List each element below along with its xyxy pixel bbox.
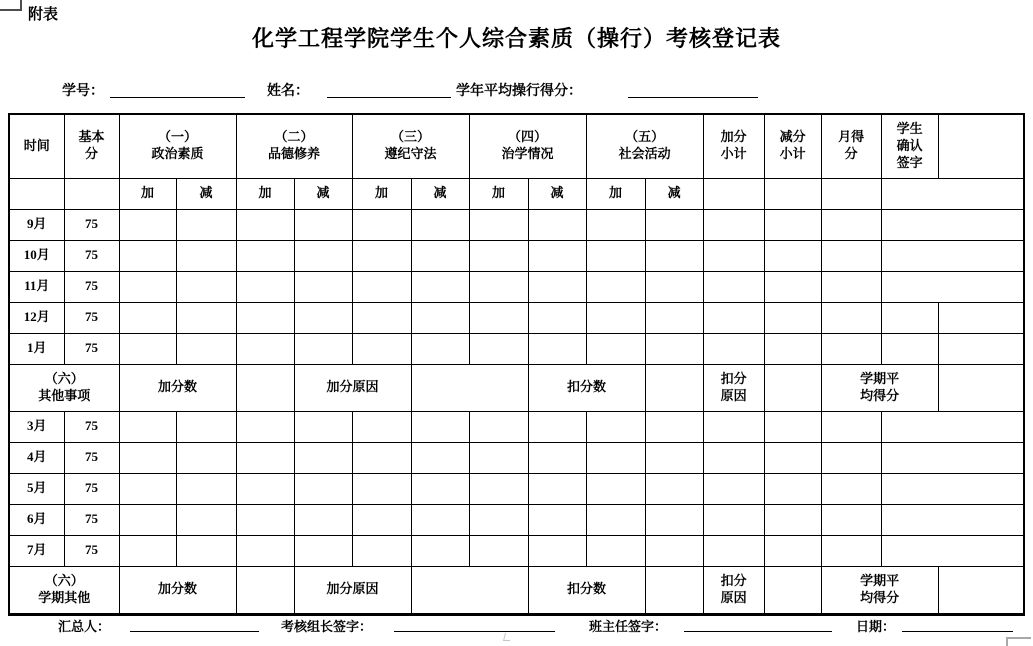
name-label: 姓名：: [267, 84, 309, 99]
add-score-cell[interactable]: [352, 240, 411, 271]
month-score-cell[interactable]: [821, 209, 881, 240]
minus-score-cell[interactable]: [294, 240, 352, 271]
semester-avg-label-cell: 学期平 均得分: [821, 364, 938, 411]
semester1-month-rows: [9, 209, 1024, 364]
pagebreak-mark-icon: [503, 633, 512, 641]
minus-score-cell[interactable]: [294, 535, 352, 566]
table-resize-corner-icon[interactable]: [1006, 637, 1031, 646]
add-score-cell[interactable]: [469, 411, 528, 442]
semester-avg-input-cell[interactable]: [938, 364, 1024, 411]
bonus-subtotal-cell[interactable]: [703, 240, 764, 271]
add-score-cell[interactable]: [586, 504, 645, 535]
month-score-cell[interactable]: [821, 240, 881, 271]
add-score-cell[interactable]: [352, 473, 411, 504]
add-score-cell[interactable]: [236, 473, 294, 504]
bonus-subtotal-cell[interactable]: [703, 504, 764, 535]
minus-score-cell[interactable]: [411, 271, 469, 302]
header-extra-cell[interactable]: [938, 114, 1024, 178]
bonus-subtotal-cell[interactable]: [703, 473, 764, 504]
add-score-cell[interactable]: [586, 535, 645, 566]
add-score-cell[interactable]: [469, 535, 528, 566]
add-score-cell[interactable]: [352, 271, 411, 302]
base-score-cell: 75: [64, 473, 119, 504]
month-row: [9, 209, 1024, 240]
appendix-label: 附表: [28, 6, 59, 23]
deduct-count-input-cell[interactable]: [645, 566, 703, 614]
month-row: [9, 535, 1024, 566]
minus-score-cell[interactable]: [645, 240, 703, 271]
deduct-count-label-cell: 扣分数: [528, 566, 645, 614]
add-score-cell[interactable]: [586, 473, 645, 504]
bonus-subtotal-cell[interactable]: [703, 333, 764, 364]
student-confirm-cell[interactable]: [881, 411, 1024, 442]
student-confirm-cell[interactable]: [881, 302, 938, 333]
minus-score-cell[interactable]: [294, 473, 352, 504]
name-field[interactable]: [327, 80, 451, 98]
month-label-cell: 5月: [9, 473, 64, 504]
add-score-cell[interactable]: [352, 302, 411, 333]
month-row: [9, 473, 1024, 504]
add-score-cell[interactable]: [469, 504, 528, 535]
other-items-row: [9, 566, 1024, 614]
minus-score-cell[interactable]: [176, 535, 236, 566]
minus-score-cell[interactable]: [294, 209, 352, 240]
subheader-minus-cell: 减: [411, 178, 469, 209]
minus-score-cell[interactable]: [645, 271, 703, 302]
add-score-cell[interactable]: [236, 209, 294, 240]
add-score-cell[interactable]: [352, 535, 411, 566]
minus-score-cell[interactable]: [176, 473, 236, 504]
month-label-cell: 6月: [9, 504, 64, 535]
header-category-study-cell: （四） 治学情况: [469, 114, 586, 178]
month-label-cell: 4月: [9, 442, 64, 473]
minus-score-cell[interactable]: [645, 473, 703, 504]
add-score-cell[interactable]: [469, 240, 528, 271]
month-score-cell[interactable]: [821, 473, 881, 504]
minus-score-cell[interactable]: [645, 442, 703, 473]
bonus-subtotal-cell[interactable]: [703, 442, 764, 473]
student-confirm-cell[interactable]: [881, 473, 1024, 504]
header-category-discipline-cell: （三） 遵纪守法: [352, 114, 469, 178]
add-score-cell[interactable]: [236, 411, 294, 442]
header-deduction-subtotal-cell: 减分 小计: [764, 114, 821, 178]
summarizer-label: 汇总人：: [58, 619, 111, 634]
base-score-cell: 75: [64, 240, 119, 271]
deduction-subtotal-cell[interactable]: [764, 240, 821, 271]
assessment-table: [8, 113, 1025, 616]
deduction-subtotal-cell[interactable]: [764, 271, 821, 302]
month-score-cell[interactable]: [821, 271, 881, 302]
month-label-cell: 1月: [9, 333, 64, 364]
header-base-cell: 基本 分: [64, 114, 119, 178]
base-score-cell: 75: [64, 535, 119, 566]
add-score-cell[interactable]: [119, 442, 176, 473]
add-score-cell[interactable]: [352, 411, 411, 442]
subheader-add-cell: 加: [586, 178, 645, 209]
add-score-cell[interactable]: [469, 302, 528, 333]
minus-score-cell[interactable]: [411, 504, 469, 535]
add-score-cell[interactable]: [236, 240, 294, 271]
month-row: [9, 271, 1024, 302]
subheader-empty-cell[interactable]: [821, 178, 881, 209]
group-leader-field[interactable]: [394, 614, 555, 632]
add-score-cell[interactable]: [469, 209, 528, 240]
date-field[interactable]: [902, 614, 1013, 632]
deduct-count-label-cell: 扣分数: [528, 364, 645, 411]
month-label-cell: 3月: [9, 411, 64, 442]
deduct-count-input-cell[interactable]: [645, 364, 703, 411]
add-score-cell[interactable]: [236, 442, 294, 473]
header-category-moral-cell: （二） 品德修养: [236, 114, 352, 178]
month-score-cell[interactable]: [821, 504, 881, 535]
deduction-subtotal-cell[interactable]: [764, 333, 821, 364]
minus-score-cell[interactable]: [411, 333, 469, 364]
summarizer-field[interactable]: [130, 614, 259, 632]
subheader-empty-cell[interactable]: [703, 178, 764, 209]
minus-score-cell[interactable]: [411, 473, 469, 504]
minus-score-cell[interactable]: [528, 442, 586, 473]
base-score-cell: 75: [64, 411, 119, 442]
month-row: [9, 333, 1024, 364]
avg-score-label: 学年平均操行得分：: [456, 84, 582, 99]
minus-score-cell[interactable]: [645, 209, 703, 240]
bonus-count-label-cell: 加分数: [119, 364, 236, 411]
header-bonus-subtotal-cell: 加分 小计: [703, 114, 764, 178]
header-category-social-cell: （五） 社会活动: [586, 114, 703, 178]
minus-score-cell[interactable]: [294, 442, 352, 473]
add-score-cell[interactable]: [236, 535, 294, 566]
minus-score-cell[interactable]: [294, 411, 352, 442]
student-confirm-cell[interactable]: [881, 240, 1024, 271]
add-score-cell[interactable]: [586, 442, 645, 473]
minus-score-cell[interactable]: [411, 240, 469, 271]
deduction-subtotal-cell[interactable]: [764, 473, 821, 504]
month-row: [9, 504, 1024, 535]
month-label-cell: 10月: [9, 240, 64, 271]
add-score-cell[interactable]: [586, 333, 645, 364]
add-score-cell[interactable]: [236, 504, 294, 535]
minus-score-cell[interactable]: [176, 333, 236, 364]
add-score-cell[interactable]: [352, 504, 411, 535]
minus-score-cell[interactable]: [411, 535, 469, 566]
student-confirm-cell[interactable]: [881, 442, 1024, 473]
base-score-cell: 75: [64, 209, 119, 240]
other-items-row: [9, 364, 1024, 411]
table-subheader-row: [9, 178, 1024, 209]
add-score-cell[interactable]: [586, 209, 645, 240]
student-confirm-cell[interactable]: [881, 209, 1024, 240]
table-header-row: [9, 114, 1024, 178]
add-score-cell[interactable]: [586, 302, 645, 333]
add-score-cell[interactable]: [469, 442, 528, 473]
subheader-empty-cell[interactable]: [764, 178, 821, 209]
month-row: [9, 411, 1024, 442]
semester-avg-input-cell[interactable]: [938, 566, 1024, 614]
minus-score-cell[interactable]: [528, 504, 586, 535]
subheader-time-cell[interactable]: [9, 178, 64, 209]
deduction-subtotal-cell[interactable]: [764, 209, 821, 240]
minus-score-cell[interactable]: [645, 504, 703, 535]
add-score-cell[interactable]: [119, 473, 176, 504]
minus-score-cell[interactable]: [294, 271, 352, 302]
clipped-box-handle-icon: [0, 0, 22, 11]
bonus-subtotal-cell[interactable]: [703, 535, 764, 566]
minus-score-cell[interactable]: [411, 302, 469, 333]
other-row-title-cell: （六） 其他事项: [9, 364, 119, 411]
add-score-cell[interactable]: [352, 333, 411, 364]
month-label-cell: 12月: [9, 302, 64, 333]
minus-score-cell[interactable]: [528, 240, 586, 271]
month-row: [9, 302, 1024, 333]
add-score-cell[interactable]: [586, 411, 645, 442]
minus-score-cell[interactable]: [528, 302, 586, 333]
add-score-cell[interactable]: [469, 473, 528, 504]
add-score-cell[interactable]: [119, 209, 176, 240]
deduction-subtotal-cell[interactable]: [764, 442, 821, 473]
minus-score-cell[interactable]: [294, 504, 352, 535]
month-label-cell: 9月: [9, 209, 64, 240]
add-score-cell[interactable]: [119, 504, 176, 535]
minus-score-cell[interactable]: [294, 302, 352, 333]
base-score-cell: 75: [64, 504, 119, 535]
minus-score-cell[interactable]: [528, 473, 586, 504]
add-score-cell[interactable]: [236, 271, 294, 302]
add-score-cell[interactable]: [352, 442, 411, 473]
add-score-cell[interactable]: [352, 209, 411, 240]
header-time-cell: 时间: [9, 114, 64, 178]
minus-score-cell[interactable]: [176, 209, 236, 240]
bonus-subtotal-cell[interactable]: [703, 411, 764, 442]
minus-score-cell[interactable]: [176, 442, 236, 473]
bonus-subtotal-cell[interactable]: [703, 209, 764, 240]
minus-score-cell[interactable]: [645, 411, 703, 442]
minus-score-cell[interactable]: [176, 411, 236, 442]
minus-score-cell[interactable]: [411, 411, 469, 442]
deduct-reason-label-cell: 扣分 原因: [703, 364, 764, 411]
month-row: [9, 240, 1024, 271]
minus-score-cell[interactable]: [645, 333, 703, 364]
extra-cell[interactable]: [938, 333, 1024, 364]
minus-score-cell[interactable]: [528, 209, 586, 240]
base-score-cell: 75: [64, 333, 119, 364]
class-teacher-label: 班主任签字：: [589, 619, 668, 634]
header-category-political-cell: （一） 政治素质: [119, 114, 236, 178]
class-teacher-field[interactable]: [684, 614, 832, 632]
month-score-cell[interactable]: [821, 302, 881, 333]
add-score-cell[interactable]: [119, 535, 176, 566]
page-title: 化学工程学院学生个人综合素质（操行）考核登记表: [251, 26, 781, 51]
avg-score-field[interactable]: [628, 80, 758, 98]
minus-score-cell[interactable]: [411, 209, 469, 240]
add-score-cell[interactable]: [236, 302, 294, 333]
other-items-row-1-group: [9, 364, 1024, 411]
subheader-add-cell: 加: [236, 178, 294, 209]
add-score-cell[interactable]: [119, 302, 176, 333]
add-score-cell[interactable]: [119, 271, 176, 302]
minus-score-cell[interactable]: [528, 535, 586, 566]
header-rows: [9, 114, 1024, 209]
add-score-cell[interactable]: [119, 411, 176, 442]
month-score-cell[interactable]: [821, 442, 881, 473]
student-id-label: 学号：: [62, 84, 104, 99]
subheader-empty-cell[interactable]: [881, 178, 1024, 209]
deduction-subtotal-cell[interactable]: [764, 302, 821, 333]
base-score-cell: 75: [64, 302, 119, 333]
header-month-score-cell: 月得 分: [821, 114, 881, 178]
group-leader-label: 考核组长签字：: [281, 619, 373, 634]
add-score-cell[interactable]: [469, 333, 528, 364]
bonus-reason-label-cell: 加分原因: [294, 566, 411, 614]
add-score-cell[interactable]: [119, 240, 176, 271]
minus-score-cell[interactable]: [176, 302, 236, 333]
deduction-subtotal-cell[interactable]: [764, 411, 821, 442]
minus-score-cell[interactable]: [411, 442, 469, 473]
add-score-cell[interactable]: [586, 271, 645, 302]
semester2-month-rows: [9, 411, 1024, 566]
minus-score-cell[interactable]: [645, 535, 703, 566]
semester-avg-label-cell: 学期平 均得分: [821, 566, 938, 614]
minus-score-cell[interactable]: [176, 271, 236, 302]
minus-score-cell[interactable]: [528, 411, 586, 442]
bonus-count-label-cell: 加分数: [119, 566, 236, 614]
bonus-reason-input-cell[interactable]: [411, 364, 528, 411]
month-label-cell: 7月: [9, 535, 64, 566]
base-score-cell: 75: [64, 271, 119, 302]
add-score-cell[interactable]: [119, 333, 176, 364]
subheader-base-cell[interactable]: [64, 178, 119, 209]
bonus-reason-input-cell[interactable]: [411, 566, 528, 614]
student-confirm-cell[interactable]: [881, 271, 1024, 302]
month-label-cell: 11月: [9, 271, 64, 302]
minus-score-cell[interactable]: [176, 504, 236, 535]
subheader-add-cell: 加: [469, 178, 528, 209]
date-label: 日期：: [856, 619, 896, 634]
base-score-cell: 75: [64, 442, 119, 473]
month-score-cell[interactable]: [821, 535, 881, 566]
bonus-count-input-cell[interactable]: [236, 566, 294, 614]
month-row: [9, 442, 1024, 473]
header-confirm-cell: 学生 确认 签字: [881, 114, 938, 178]
minus-score-cell[interactable]: [176, 240, 236, 271]
bonus-subtotal-cell[interactable]: [703, 271, 764, 302]
other-items-row-2-group: [9, 566, 1024, 614]
minus-score-cell[interactable]: [528, 333, 586, 364]
bonus-reason-label-cell: 加分原因: [294, 364, 411, 411]
bonus-count-input-cell[interactable]: [236, 364, 294, 411]
student-id-field[interactable]: [110, 80, 245, 98]
subheader-add-cell: 加: [119, 178, 176, 209]
other-row-title-cell: （六） 学期其他: [9, 566, 119, 614]
deduct-reason-label-cell: 扣分 原因: [703, 566, 764, 614]
student-confirm-cell[interactable]: [881, 333, 938, 364]
minus-score-cell[interactable]: [294, 333, 352, 364]
subheader-minus-cell: 减: [528, 178, 586, 209]
add-score-cell[interactable]: [469, 271, 528, 302]
deduct-reason-input-cell[interactable]: [764, 566, 821, 614]
extra-cell[interactable]: [938, 302, 1024, 333]
subheader-minus-cell: 减: [176, 178, 236, 209]
deduction-subtotal-cell[interactable]: [764, 535, 821, 566]
minus-score-cell[interactable]: [528, 271, 586, 302]
subheader-add-cell: 加: [352, 178, 411, 209]
deduct-reason-input-cell[interactable]: [764, 364, 821, 411]
student-confirm-cell[interactable]: [881, 504, 1024, 535]
bonus-subtotal-cell[interactable]: [703, 302, 764, 333]
deduction-subtotal-cell[interactable]: [764, 504, 821, 535]
subheader-minus-cell: 减: [294, 178, 352, 209]
month-score-cell[interactable]: [821, 411, 881, 442]
add-score-cell[interactable]: [586, 240, 645, 271]
subheader-minus-cell: 减: [645, 178, 703, 209]
minus-score-cell[interactable]: [645, 302, 703, 333]
add-score-cell[interactable]: [236, 333, 294, 364]
month-score-cell[interactable]: [821, 333, 881, 364]
student-confirm-cell[interactable]: [881, 535, 1024, 566]
